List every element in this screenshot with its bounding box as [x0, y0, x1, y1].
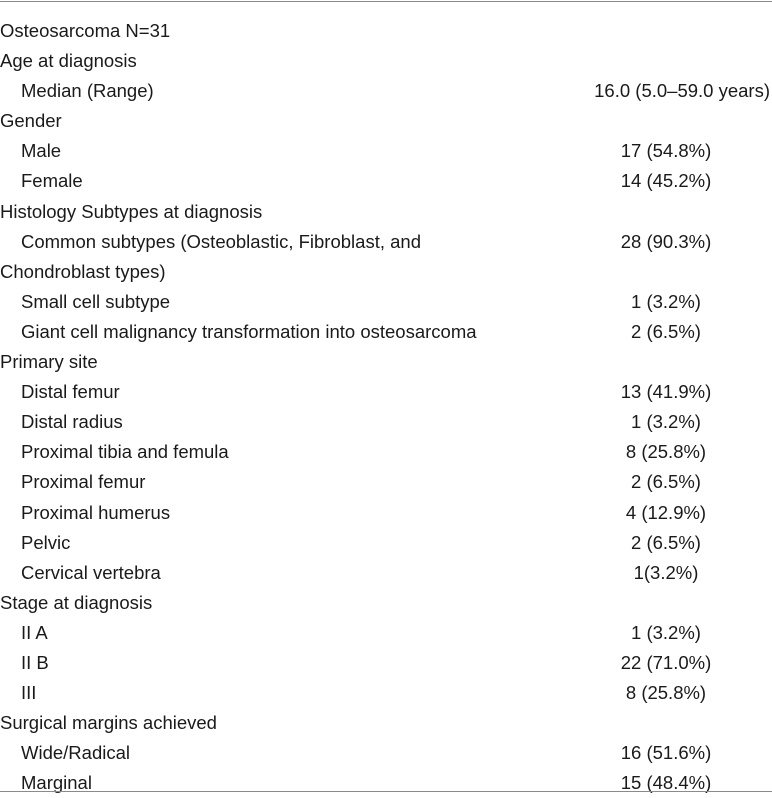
table-row	[0, 106, 772, 136]
row-label: Median (Range)	[21, 80, 154, 102]
row-label: Distal femur	[21, 381, 120, 403]
table-row	[0, 708, 772, 738]
table-bottom-rule	[0, 791, 772, 792]
table-body	[0, 16, 772, 798]
row-value: 17 (54.8%)	[620, 140, 712, 162]
table-row	[0, 467, 772, 497]
table-row	[0, 76, 772, 106]
table-row	[0, 197, 772, 227]
table-row	[0, 166, 772, 196]
row-value	[560, 197, 772, 227]
row-value: 16.0 (5.0–59.0 years)	[594, 80, 770, 102]
table-row	[0, 648, 772, 678]
row-label: II A	[21, 621, 48, 643]
row-value: 2 (6.5%)	[631, 471, 701, 493]
row-label: II B	[21, 651, 49, 673]
row-label: Cervical vertebra	[21, 561, 161, 583]
patient-characteristics-table	[0, 16, 772, 798]
row-label: Male	[21, 140, 62, 162]
table-row	[0, 618, 772, 648]
row-value	[560, 347, 772, 377]
row-label: Osteosarcoma N=31	[0, 20, 171, 41]
table-row	[0, 227, 772, 257]
row-label: Gender	[0, 110, 62, 132]
row-label: Chondroblast types)	[0, 260, 166, 282]
row-value	[560, 257, 772, 287]
row-value: 1(3.2%)	[633, 561, 699, 583]
table-row	[0, 16, 772, 46]
row-value: 1 (3.2%)	[631, 290, 701, 312]
row-label: Surgical margins achieved	[0, 712, 217, 734]
row-value: 4 (12.9%)	[625, 501, 707, 523]
row-label: Stage at diagnosis	[0, 591, 153, 613]
table-row	[0, 558, 772, 588]
row-label: Proximal tibia and femula	[21, 441, 229, 463]
row-value: 1 (3.2%)	[631, 621, 701, 643]
row-label: Histology Subtypes at diagnosis	[0, 200, 263, 222]
table-row	[0, 407, 772, 437]
table-row	[0, 257, 772, 287]
row-value: 8 (25.8%)	[625, 441, 707, 463]
row-value: 8 (25.8%)	[625, 682, 707, 704]
table-row	[0, 377, 772, 407]
row-label: Primary site	[0, 351, 98, 373]
table-row	[0, 678, 772, 708]
table-top-rule	[0, 1, 772, 2]
row-value: 16 (51.6%)	[620, 742, 712, 764]
row-value: 13 (41.9%)	[620, 381, 712, 403]
row-value	[560, 106, 772, 136]
row-label: Wide/Radical	[21, 742, 130, 764]
row-label: Marginal	[21, 772, 92, 794]
table-row	[0, 588, 772, 618]
row-label: Distal radius	[21, 411, 123, 433]
row-label: III	[21, 682, 37, 704]
table-row	[0, 738, 772, 768]
row-value: 14 (45.2%)	[620, 170, 712, 192]
table-row	[0, 498, 772, 528]
table-row	[0, 437, 772, 467]
row-label: Proximal humerus	[21, 501, 171, 523]
table-row	[0, 136, 772, 166]
row-value: 2 (6.5%)	[631, 531, 701, 553]
row-label: Giant cell malignancy transformation into osteosarcoma	[21, 320, 477, 342]
table-row	[0, 317, 772, 347]
row-value: 1 (3.2%)	[631, 411, 701, 433]
row-value	[560, 588, 772, 618]
table-row	[0, 768, 772, 798]
row-value: 28 (90.3%)	[620, 230, 712, 252]
table-row	[0, 528, 772, 558]
row-value	[560, 708, 772, 738]
row-value: 15 (48.4%)	[620, 772, 712, 794]
row-value	[560, 46, 772, 76]
row-label: Small cell subtype	[21, 290, 171, 312]
row-label: Proximal femur	[21, 471, 146, 493]
row-value: 2 (6.5%)	[631, 320, 701, 342]
table-row	[0, 287, 772, 317]
row-label: Female	[21, 170, 83, 192]
table-row	[0, 46, 772, 76]
row-value	[560, 16, 772, 46]
row-value: 22 (71.0%)	[620, 651, 712, 673]
row-label: Common subtypes (Osteoblastic, Fibroblast, and	[21, 230, 421, 252]
table-row	[0, 347, 772, 377]
row-label: Pelvic	[21, 531, 71, 553]
row-label: Age at diagnosis	[0, 50, 137, 72]
